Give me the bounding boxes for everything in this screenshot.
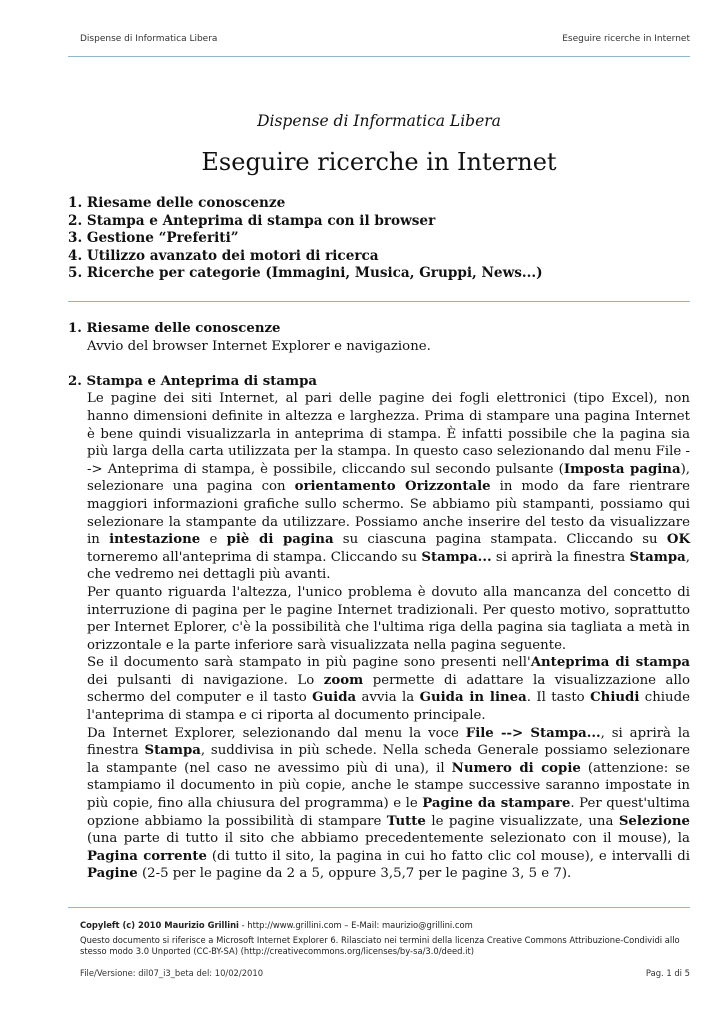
header-divider [68,56,690,57]
paragraph: Per quanto riguarda l'altezza, l'unico problema è dovuto alla mancanza del concetto di interruzione di pagina per le pagine Internet tradizionali. Per questo motivo, soprattutto per Internet Eplorer, c'è la possibilità che l'ultima riga della pagina sia tagliata a metà in orizzontale e la parte inferiore sarà visualizzata nella pagina seguente. [87,584,690,653]
section-text: Avvio del browser Internet Explorer e navigazione. [87,338,431,354]
section-content [68,390,690,883]
file-version: File/Versione: dil07_i3_beta del: 10/02/2010 [80,968,264,978]
copyleft-line [80,920,690,931]
doc-subtitle: Dispense di Informatica Libera [257,112,501,130]
page-bottom-bar [80,968,690,978]
paragraph: Da Internet Explorer, selezionando dal menu la voce File --> Stampa..., si aprirà la finestra Stampa, suddivisa in più schede. Nella scheda Generale possiamo selezionare la stampante (nel caso ne avessimo più di una), il Numero di copie (attenzione: se stampiamo il documento in più copie, anche le stampe successive saranno impostate in più copie, fino alla chiusura del programma) e le Pagine da stampare. Per quest'ultima opzione abbiamo la possibilità di stampare Tutte le pagine visualizzate, una Selezione (una parte di tutto il sito che abbiamo precedentemente selezionato con il mouse), la Pagina corrente (di tutto il sito, la pagina in cui ho fatto clic col mouse), e intervalli di Pagine (2-5 per le pagine da 2 a 5, oppure 3,5,7 per le pagine 3, 5 e 7). [87,725,691,882]
doc-title: Eseguire ricerche in Internet [201,148,557,176]
copyleft: Copyleft (c) 2010 Maurizio Grillini [80,920,239,930]
paragraph: Le pagine dei siti Internet, al pari delle pagine dei fogli elettronici (tipo Excel), non hanno dimensioni definite in altezza e larghezza. Prima di stampare una pagina Internet è bene quindi visualizzarla in anteprima di stampa. È infatti possibile che la pagina sia più larga della carta utilizzata per la stampa. In questo caso selezionando dal menu File --> Anteprima di stampa, è possibile, cliccando sul secondo pulsante (Imposta pagina), selezionare una pagina con orientamento Orizzontale in modo da fare rientrare maggiori informazioni grafiche sullo schermo. Se abbiamo più stampanti, possiamo qui selezionare la stampante da utilizzare. Possiamo anche inserire del testo da visualizzare in intestazione e piè di pagina su ciascuna pagina stampata. Cliccando su OK torneremo all'anteprima di stampa. Cliccando su Stampa... si aprirà la finestra Stampa, che vedremo nei dettagli più avanti. [87,391,691,583]
page-number: Pag. 1 di 5 [645,968,690,978]
page-header [80,34,690,44]
document-body [68,320,690,883]
header-left: Dispense di Informatica Libera [80,34,218,44]
toc-divider [68,301,690,302]
page-footer [80,920,690,957]
toc-item: 1. Riesame delle conoscenze [68,195,286,211]
toc-item: 4. Utilizzo avanzato dei motori di ricerca [68,247,379,264]
header-right: Eseguire ricerche in Internet [562,34,690,44]
contact-info: - http://www.grillini.com – E-Mail: maurizio@grillini.com [238,920,473,930]
table-of-contents [68,195,690,283]
toc-item: 3. Gestione “Preferiti” [68,230,239,247]
section-heading: 1. Riesame delle conoscenze [68,321,281,336]
toc-item: 5. Ricerche per categorie (Immagini, Musica, Gruppi, News...) [68,265,543,282]
footer-divider [68,907,690,908]
toc-item: 2. Stampa e Anteprima di stampa con il browser [68,212,436,229]
license-text: Questo documento si riferisce a Microsoft Internet Explorer 6. Rilasciato nei termini della licenza Creative Commons Attribuzione-Condividi allo stesso modo 3.0 Unported (CC-BY-SA) (http://creativecommons.org/licenses/by-sa/3.0/deed.it) [80,935,680,956]
paragraph: Se il documento sarà stampato in più pagine sono presenti nell'Anteprima di stampa dei pulsanti di navigazione. Lo zoom permette di adattare la visualizzazione allo schermo del computer e il tasto Guida avvia la Guida in linea. Il tasto Chiudi chiude l'anteprima di stampa e ci riporta al documento principale. [87,655,690,724]
section-heading: 2. Stampa e Anteprima di stampa [68,373,318,389]
